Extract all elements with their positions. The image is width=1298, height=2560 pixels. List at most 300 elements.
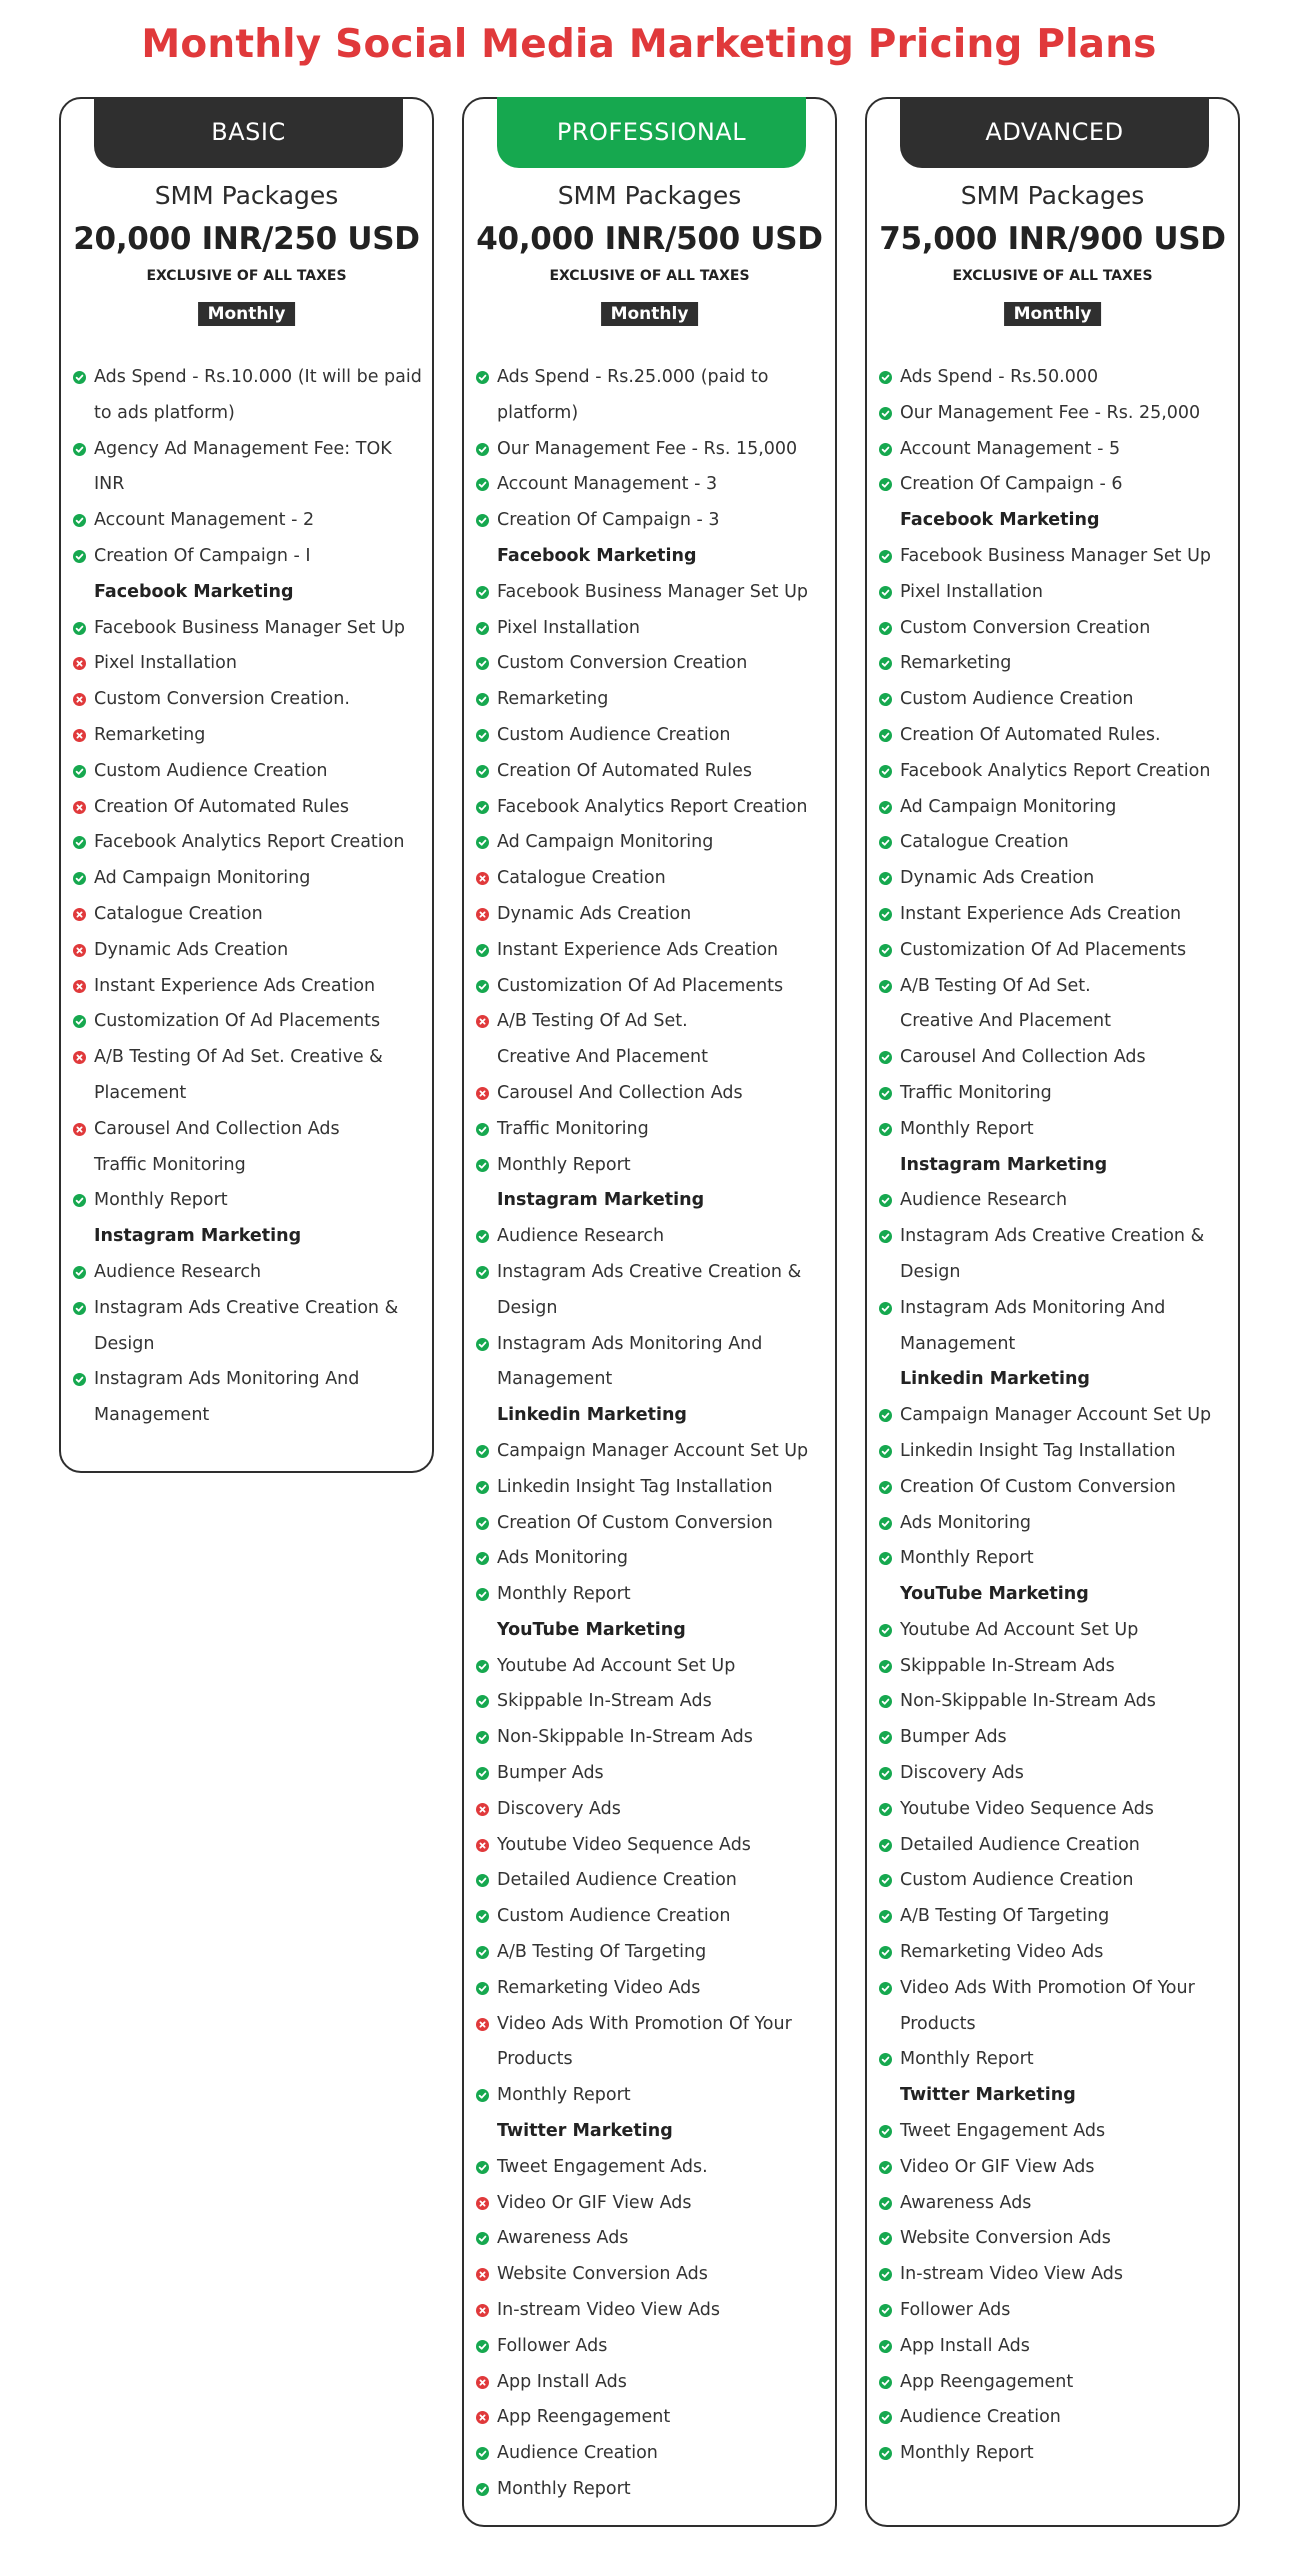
feature-text: Facebook Analytics Report Creation xyxy=(497,796,808,817)
feature-text: Instagram Ads Monitoring And xyxy=(900,1297,1166,1318)
plan-card-professional xyxy=(462,97,837,2527)
check-circle-icon xyxy=(879,872,892,885)
feature-item xyxy=(474,790,829,826)
feature-item xyxy=(877,1506,1232,1542)
feature-item xyxy=(474,1291,829,1327)
feature-item xyxy=(474,1649,829,1685)
feature-text: Carousel And Collection Ads xyxy=(497,1082,743,1103)
x-circle-icon xyxy=(73,944,86,957)
plan-price: 75,000 INR/900 USD xyxy=(879,221,1226,257)
feature-item xyxy=(71,1112,426,1148)
check-circle-icon xyxy=(476,944,489,957)
feature-text: Instant Experience Ads Creation xyxy=(900,903,1182,924)
feature-item xyxy=(474,1112,829,1148)
feature-item xyxy=(474,1720,829,1756)
feature-text: Catalogue Creation xyxy=(497,868,666,889)
check-circle-icon xyxy=(879,2376,892,2389)
feature-text: Video Or GIF View Ads xyxy=(497,2192,692,2213)
feature-text: In-stream Video View Ads xyxy=(900,2264,1124,2285)
feature-item xyxy=(877,2293,1232,2329)
feature-text: Linkedin Insight Tag Installation xyxy=(900,1440,1176,1461)
feature-item xyxy=(877,575,1232,611)
feature-text: Audience Creation xyxy=(900,2407,1061,2428)
check-circle-icon xyxy=(879,657,892,670)
check-circle-icon xyxy=(879,371,892,384)
check-circle-icon xyxy=(879,586,892,599)
plan-price: 40,000 INR/500 USD xyxy=(476,221,823,257)
check-circle-icon xyxy=(476,1731,489,1744)
feature-section-heading xyxy=(474,539,829,575)
feature-item xyxy=(71,682,426,718)
feature-item xyxy=(71,467,426,503)
check-circle-icon xyxy=(476,2447,489,2460)
feature-text: Custom Conversion Creation xyxy=(497,653,748,674)
check-circle-icon xyxy=(476,801,489,814)
check-circle-icon xyxy=(879,2125,892,2138)
feature-item xyxy=(474,1577,829,1613)
check-circle-icon xyxy=(879,1517,892,1530)
billing-frequency-badge: Monthly xyxy=(1004,302,1102,326)
feature-item xyxy=(877,2007,1232,2043)
feature-item xyxy=(877,539,1232,575)
feature-item xyxy=(71,1255,426,1291)
feature-item xyxy=(71,1398,426,1434)
check-circle-icon xyxy=(879,1982,892,1995)
feature-list xyxy=(877,360,1232,2472)
check-circle-icon xyxy=(879,2053,892,2066)
x-circle-icon xyxy=(476,2304,489,2317)
feature-item xyxy=(877,467,1232,503)
feature-text: Twitter Marketing xyxy=(497,2121,673,2142)
feature-item xyxy=(877,825,1232,861)
feature-text: Catalogue Creation xyxy=(900,832,1069,853)
feature-item xyxy=(474,1148,829,1184)
feature-item xyxy=(474,360,829,396)
feature-text: Follower Ads xyxy=(900,2300,1011,2321)
feature-text: Design xyxy=(900,1261,961,1282)
feature-text: Creation Of Campaign - 3 xyxy=(497,510,720,531)
feature-item xyxy=(71,611,426,647)
x-circle-icon xyxy=(476,1015,489,1028)
x-circle-icon xyxy=(73,657,86,670)
x-circle-icon xyxy=(476,2197,489,2210)
feature-text: Campaign Manager Account Set Up xyxy=(900,1405,1212,1426)
feature-text: Design xyxy=(94,1333,155,1354)
check-circle-icon xyxy=(476,2089,489,2102)
feature-text: Creation Of Automated Rules xyxy=(497,760,753,781)
feature-item xyxy=(877,1112,1232,1148)
feature-text: Remarketing Video Ads xyxy=(900,1942,1104,1963)
x-circle-icon xyxy=(73,729,86,742)
feature-text: Detailed Audience Creation xyxy=(497,1870,737,1891)
check-circle-icon xyxy=(73,550,86,563)
feature-text: Dynamic Ads Creation xyxy=(497,903,692,924)
plan-subtitle: SMM Packages xyxy=(154,181,339,210)
feature-item xyxy=(474,2221,829,2257)
feature-item xyxy=(877,1971,1232,2007)
feature-item xyxy=(474,682,829,718)
feature-text: Monthly Report xyxy=(900,2049,1034,2070)
check-circle-icon xyxy=(476,1552,489,1565)
feature-text: Account Management - 5 xyxy=(900,438,1121,459)
feature-item xyxy=(877,2186,1232,2222)
feature-item xyxy=(474,1506,829,1542)
feature-text: A/B Testing Of Ad Set. Creative & xyxy=(94,1047,383,1068)
feature-item xyxy=(877,1684,1232,1720)
feature-text: Management xyxy=(94,1405,210,1426)
feature-section-heading xyxy=(474,1613,829,1649)
feature-text: Account Management - 2 xyxy=(94,510,315,531)
feature-text: Audience Creation xyxy=(497,2443,658,2464)
check-circle-icon xyxy=(476,1481,489,1494)
check-circle-icon xyxy=(879,407,892,420)
feature-item xyxy=(474,2400,829,2436)
feature-text: Creative And Placement xyxy=(900,1011,1111,1032)
feature-text: Creation Of Custom Conversion xyxy=(497,1512,773,1533)
feature-item xyxy=(474,467,829,503)
feature-text: Instagram Marketing xyxy=(94,1226,302,1247)
feature-item xyxy=(474,432,829,468)
feature-section-heading xyxy=(71,575,426,611)
feature-text: Facebook Marketing xyxy=(497,545,697,566)
x-circle-icon xyxy=(73,908,86,921)
check-circle-icon xyxy=(879,801,892,814)
billing-frequency-badge: Monthly xyxy=(601,302,699,326)
feature-item xyxy=(71,432,426,468)
check-circle-icon xyxy=(879,478,892,491)
check-circle-icon xyxy=(879,1874,892,1887)
check-circle-icon xyxy=(879,443,892,456)
feature-section-heading xyxy=(474,2114,829,2150)
feature-section-heading xyxy=(877,1577,1232,1613)
feature-item xyxy=(877,1040,1232,1076)
feature-text: A/B Testing Of Targeting xyxy=(900,1906,1110,1927)
check-circle-icon xyxy=(476,371,489,384)
check-circle-icon xyxy=(879,729,892,742)
feature-text: Youtube Ad Account Set Up xyxy=(900,1619,1139,1640)
feature-item xyxy=(474,718,829,754)
check-circle-icon xyxy=(879,1910,892,1923)
feature-item xyxy=(71,1040,426,1076)
feature-text: Linkedin Marketing xyxy=(900,1369,1090,1390)
feature-text: A/B Testing Of Targeting xyxy=(497,1942,707,1963)
feature-section-heading xyxy=(474,1398,829,1434)
feature-text: Non-Skippable In-Stream Ads xyxy=(900,1691,1156,1712)
check-circle-icon xyxy=(879,1660,892,1673)
x-circle-icon xyxy=(476,1839,489,1852)
feature-item xyxy=(71,718,426,754)
feature-text: Pixel Installation xyxy=(94,653,237,674)
check-circle-icon xyxy=(73,622,86,635)
plan-card-advanced xyxy=(865,97,1240,2527)
feature-item xyxy=(877,1291,1232,1327)
feature-text: Our Management Fee - Rs. 25,000 xyxy=(900,402,1201,423)
feature-item xyxy=(877,2365,1232,2401)
check-circle-icon xyxy=(879,1624,892,1637)
check-circle-icon xyxy=(476,443,489,456)
feature-item xyxy=(474,1255,829,1291)
check-circle-icon xyxy=(73,872,86,885)
check-circle-icon xyxy=(476,586,489,599)
check-circle-icon xyxy=(476,1588,489,1601)
feature-item xyxy=(877,1398,1232,1434)
check-circle-icon xyxy=(879,2268,892,2281)
feature-text: Facebook Marketing xyxy=(900,510,1100,531)
check-circle-icon xyxy=(879,1409,892,1422)
feature-item xyxy=(877,2400,1232,2436)
check-circle-icon xyxy=(476,836,489,849)
feature-item xyxy=(877,1327,1232,1363)
feature-item xyxy=(877,682,1232,718)
check-circle-icon xyxy=(73,443,86,456)
check-circle-icon xyxy=(879,2161,892,2174)
feature-item xyxy=(474,1076,829,1112)
feature-text: Creation Of Custom Conversion xyxy=(900,1476,1176,1497)
feature-item xyxy=(877,2436,1232,2472)
feature-item xyxy=(474,1004,829,1040)
feature-item xyxy=(71,539,426,575)
feature-item xyxy=(71,969,426,1005)
check-circle-icon xyxy=(879,1767,892,1780)
check-circle-icon xyxy=(879,1123,892,1136)
check-circle-icon xyxy=(476,1910,489,1923)
feature-section-heading xyxy=(474,1183,829,1219)
feature-text: Design xyxy=(497,1297,558,1318)
check-circle-icon xyxy=(879,2340,892,2353)
feature-item xyxy=(877,2257,1232,2293)
feature-text: Ad Campaign Monitoring xyxy=(497,832,714,853)
feature-text: Youtube Video Sequence Ads xyxy=(900,1798,1154,1819)
feature-item xyxy=(877,1434,1232,1470)
page-title: Monthly Social Media Marketing Pricing Plans xyxy=(141,22,1157,67)
feature-text: Tweet Engagement Ads xyxy=(900,2121,1106,2142)
plan-name-tab: BASIC xyxy=(94,97,403,168)
feature-text: Traffic Monitoring xyxy=(94,1154,246,1175)
feature-text: Instagram Marketing xyxy=(900,1154,1108,1175)
feature-item xyxy=(71,933,426,969)
x-circle-icon xyxy=(476,2376,489,2389)
feature-text: Ads Spend - Rs.25.000 (paid to xyxy=(497,367,769,387)
feature-text: Remarketing Video Ads xyxy=(497,1977,701,1998)
feature-text: Website Conversion Ads xyxy=(497,2264,708,2285)
x-circle-icon xyxy=(476,872,489,885)
feature-item xyxy=(474,503,829,539)
feature-item xyxy=(474,2150,829,2186)
feature-item xyxy=(474,861,829,897)
feature-text: Linkedin Marketing xyxy=(497,1405,687,1426)
feature-item xyxy=(474,2078,829,2114)
check-circle-icon xyxy=(879,2304,892,2317)
feature-text: Website Conversion Ads xyxy=(900,2228,1111,2249)
feature-text: Creation Of Campaign - 6 xyxy=(900,474,1123,495)
feature-item xyxy=(474,396,829,432)
check-circle-icon xyxy=(73,836,86,849)
check-circle-icon xyxy=(476,1695,489,1708)
check-circle-icon xyxy=(879,1481,892,1494)
plan-price: 20,000 INR/250 USD xyxy=(73,221,420,257)
feature-section-heading xyxy=(71,1219,426,1255)
check-circle-icon xyxy=(476,1338,489,1351)
feature-text: Customization Of Ad Placements xyxy=(497,975,784,996)
feature-text: Custom Conversion Creation. xyxy=(94,689,350,710)
check-circle-icon xyxy=(879,2447,892,2460)
feature-item xyxy=(474,2436,829,2472)
feature-text: Traffic Monitoring xyxy=(497,1118,649,1139)
feature-item xyxy=(474,1434,829,1470)
feature-item xyxy=(474,897,829,933)
feature-item xyxy=(877,1720,1232,1756)
x-circle-icon xyxy=(476,1087,489,1100)
feature-text: App Reengagement xyxy=(900,2371,1074,2392)
feature-item xyxy=(71,825,426,861)
feature-text: Monthly Report xyxy=(497,2479,631,2500)
feature-text: Ads Spend - Rs.10.000 (It will be paid xyxy=(94,367,422,387)
feature-item xyxy=(877,611,1232,647)
feature-item xyxy=(474,1684,829,1720)
feature-text: Catalogue Creation xyxy=(94,903,263,924)
check-circle-icon xyxy=(476,1517,489,1530)
check-circle-icon xyxy=(476,1946,489,1959)
feature-item xyxy=(71,861,426,897)
feature-item xyxy=(877,1863,1232,1899)
check-circle-icon xyxy=(879,1552,892,1565)
x-circle-icon xyxy=(476,2018,489,2031)
feature-list xyxy=(474,360,829,2508)
feature-item xyxy=(877,933,1232,969)
feature-text: platform) xyxy=(497,402,579,423)
feature-item xyxy=(877,718,1232,754)
feature-text: Instagram Marketing xyxy=(497,1190,705,1211)
feature-text: Custom Audience Creation xyxy=(900,1870,1134,1891)
feature-item xyxy=(474,825,829,861)
feature-text: Traffic Monitoring xyxy=(900,1082,1052,1103)
feature-text: Pixel Installation xyxy=(900,581,1043,602)
feature-item xyxy=(474,2042,829,2078)
x-circle-icon xyxy=(476,2268,489,2281)
feature-item xyxy=(877,396,1232,432)
feature-item xyxy=(71,1148,426,1184)
feature-text: Custom Audience Creation xyxy=(900,689,1134,710)
feature-item xyxy=(877,1183,1232,1219)
feature-item xyxy=(877,360,1232,396)
feature-item xyxy=(71,754,426,790)
feature-text: Discovery Ads xyxy=(497,1798,621,1819)
check-circle-icon xyxy=(879,1051,892,1064)
feature-text: Custom Audience Creation xyxy=(497,1906,731,1927)
feature-text: Instagram Ads Creative Creation & xyxy=(497,1261,802,1282)
feature-text: Instagram Ads Creative Creation & xyxy=(900,1226,1205,1247)
feature-text: Remarketing xyxy=(497,689,609,710)
feature-text: Skippable In-Stream Ads xyxy=(900,1655,1115,1676)
tax-note: EXCLUSIVE OF ALL TAXES xyxy=(146,268,347,284)
feature-item xyxy=(474,646,829,682)
check-circle-icon xyxy=(879,2232,892,2245)
feature-item xyxy=(474,2329,829,2365)
feature-text: Ad Campaign Monitoring xyxy=(900,796,1117,817)
feature-text: Video Or GIF View Ads xyxy=(900,2156,1095,2177)
feature-text: Carousel And Collection Ads xyxy=(94,1118,340,1139)
feature-item xyxy=(877,646,1232,682)
feature-text: Tweet Engagement Ads. xyxy=(497,2156,708,2177)
check-circle-icon xyxy=(879,1194,892,1207)
feature-text: Facebook Marketing xyxy=(94,581,294,602)
feature-text: Dynamic Ads Creation xyxy=(94,939,289,960)
feature-item xyxy=(474,2472,829,2508)
feature-item xyxy=(474,1828,829,1864)
x-circle-icon xyxy=(476,1803,489,1816)
feature-text: Video Ads With Promotion Of Your xyxy=(900,1977,1195,1998)
feature-text: Bumper Ads xyxy=(497,1763,604,1784)
feature-item xyxy=(877,1255,1232,1291)
feature-text: Custom Audience Creation xyxy=(497,724,731,745)
feature-text: Skippable In-Stream Ads xyxy=(497,1691,712,1712)
check-circle-icon xyxy=(879,1839,892,1852)
feature-item xyxy=(474,2257,829,2293)
check-circle-icon xyxy=(476,514,489,527)
feature-item xyxy=(474,969,829,1005)
check-circle-icon xyxy=(879,550,892,563)
feature-item xyxy=(474,1899,829,1935)
feature-item xyxy=(877,969,1232,1005)
feature-item xyxy=(474,1971,829,2007)
feature-item xyxy=(474,1327,829,1363)
feature-text: Management xyxy=(900,1333,1016,1354)
check-circle-icon xyxy=(476,1445,489,1458)
feature-text: YouTube Marketing xyxy=(497,1619,686,1640)
feature-section-heading xyxy=(877,1362,1232,1398)
check-circle-icon xyxy=(73,371,86,384)
feature-text: Audience Research xyxy=(497,1226,665,1247)
x-circle-icon xyxy=(476,2411,489,2424)
plan-name-tab: ADVANCED xyxy=(900,97,1209,168)
feature-item xyxy=(474,1470,829,1506)
feature-item xyxy=(877,1899,1232,1935)
check-circle-icon xyxy=(73,1266,86,1279)
check-circle-icon xyxy=(476,1660,489,1673)
check-circle-icon xyxy=(476,693,489,706)
feature-text: Account Management - 3 xyxy=(497,474,718,495)
feature-item xyxy=(877,432,1232,468)
check-circle-icon xyxy=(879,836,892,849)
check-circle-icon xyxy=(879,1230,892,1243)
plan-subtitle: SMM Packages xyxy=(557,181,742,210)
check-circle-icon xyxy=(879,622,892,635)
feature-text: Instagram Ads Monitoring And xyxy=(94,1369,360,1390)
check-circle-icon xyxy=(879,2197,892,2210)
check-circle-icon xyxy=(476,729,489,742)
check-circle-icon xyxy=(879,765,892,778)
feature-item xyxy=(474,1935,829,1971)
feature-item xyxy=(474,1040,829,1076)
feature-item xyxy=(71,790,426,826)
feature-item xyxy=(877,2150,1232,2186)
feature-text: Audience Research xyxy=(900,1190,1068,1211)
check-circle-icon xyxy=(879,980,892,993)
feature-item xyxy=(877,1935,1232,1971)
feature-item xyxy=(71,646,426,682)
feature-text: Monthly Report xyxy=(94,1190,228,1211)
feature-item xyxy=(71,503,426,539)
check-circle-icon xyxy=(476,765,489,778)
feature-text: Non-Skippable In-Stream Ads xyxy=(497,1727,753,1748)
feature-text: Monthly Report xyxy=(497,1154,631,1175)
feature-text: Monthly Report xyxy=(900,1548,1034,1569)
check-circle-icon xyxy=(476,478,489,491)
check-circle-icon xyxy=(879,1695,892,1708)
feature-item xyxy=(474,1362,829,1398)
feature-text: A/B Testing Of Ad Set. xyxy=(497,1011,688,1032)
feature-item xyxy=(474,2293,829,2329)
